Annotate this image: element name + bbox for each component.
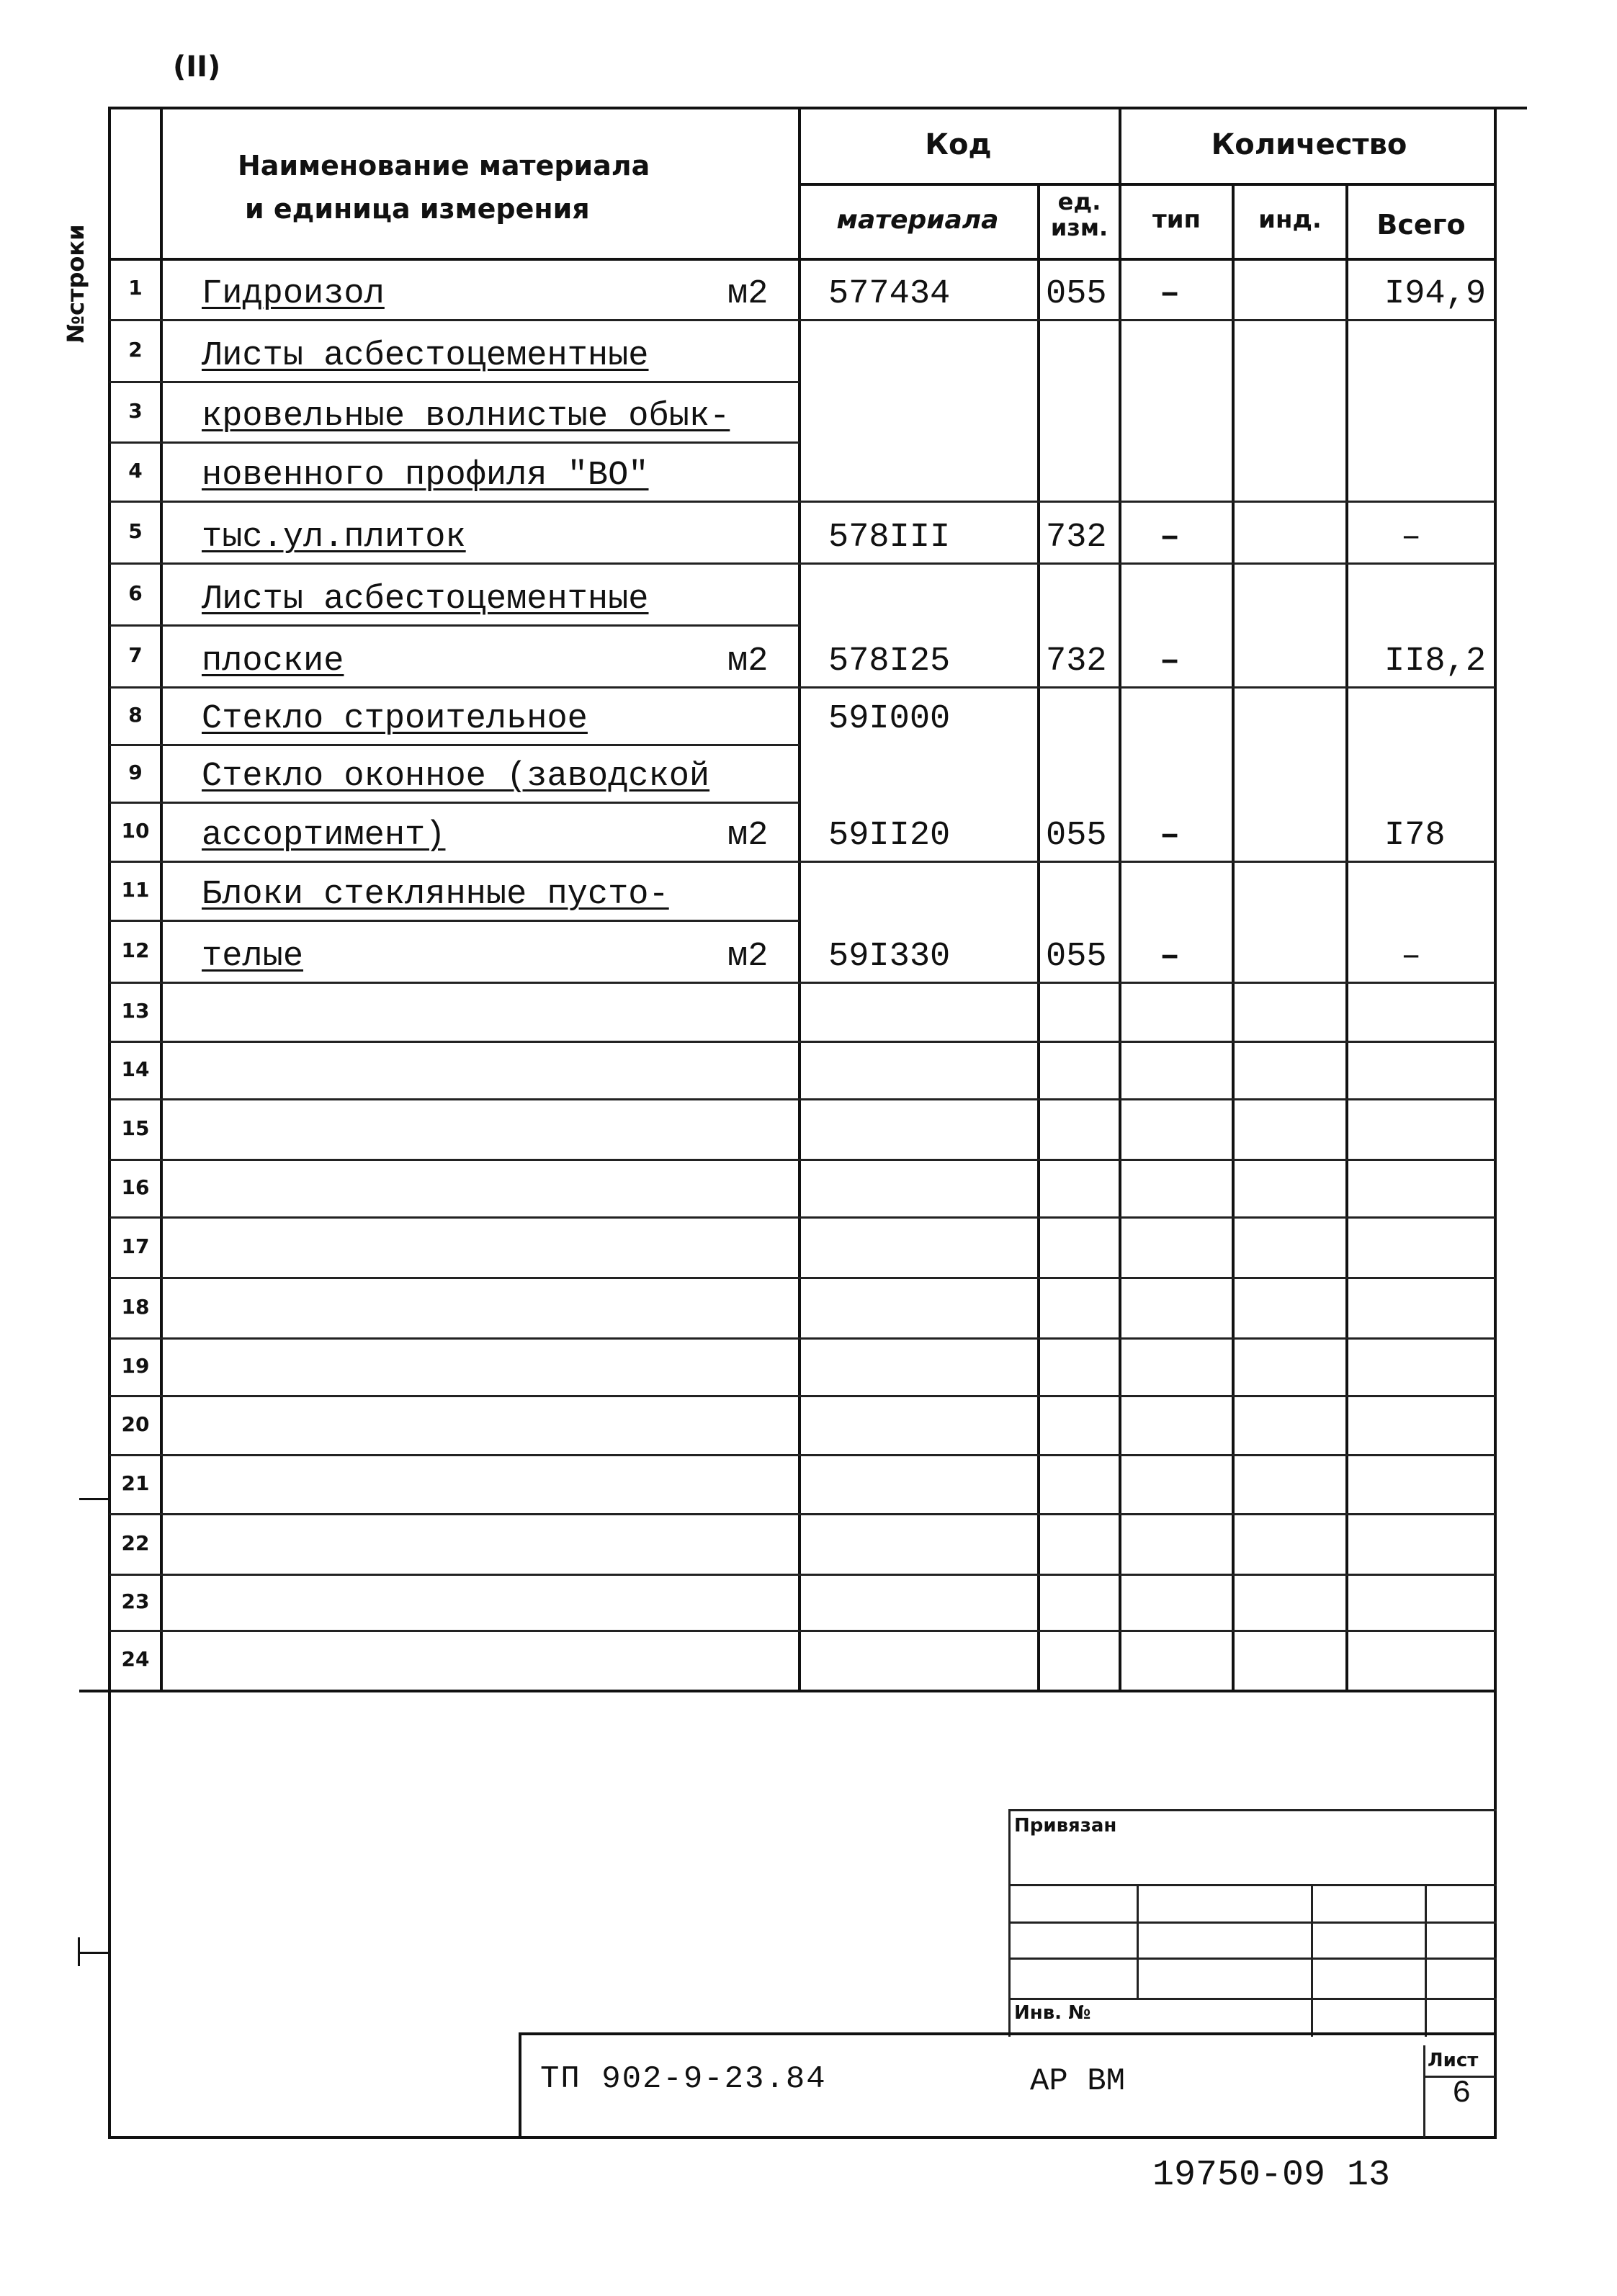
row-line-num [109,624,161,627]
row-line-num [109,982,161,984]
qty-total: I78 [1384,817,1446,855]
stamp-line-3 [1008,1921,1497,1924]
title-block-top [519,2032,1497,2035]
row-number: 7 [128,643,143,667]
row-number: 4 [128,459,143,483]
col-line-ind [1345,183,1348,1691]
row-number: 11 [121,878,150,902]
material-code: 578III [828,519,951,557]
row-line-data [799,1277,1495,1279]
row-line-num [109,861,161,863]
table-bottom-line [79,1690,1497,1692]
material-name: кровельные волнистые обык- [202,398,730,436]
unit-code: 732 [1046,642,1107,681]
qty-ind-header: инд. [1258,205,1322,234]
unit-of-measure: м2 [727,817,769,855]
row-line-num [109,1574,161,1576]
qty-total: – [1401,519,1422,557]
header-bottom-line [108,258,1497,261]
qty-total: I94,9 [1384,275,1487,313]
row-line-name [161,441,799,444]
row-line-data [799,1454,1495,1456]
row-number: 17 [121,1234,150,1258]
row-number: 18 [121,1295,150,1319]
unit-code: 055 [1046,817,1107,855]
row-line-name [161,982,799,984]
row-line-data [799,686,1495,689]
row-number: 19 [121,1354,150,1378]
material-name: Стекло оконное (заводской [202,758,710,796]
qty-total: II8,2 [1384,642,1487,681]
sheet-number: 6 [1452,2076,1472,2112]
material-name: Листы асбестоцементные [202,580,649,619]
material-name: Гидроизол [202,275,385,313]
row-line-data [799,1041,1495,1043]
qty-group-header: Количество [1211,128,1407,161]
qty-type: – [1160,938,1181,976]
row-line-name [161,381,799,383]
row-number: 12 [121,938,150,962]
row-line-name [161,1395,799,1397]
row-number: 24 [121,1647,150,1671]
row-line-data [799,1337,1495,1340]
row-line-data [799,1630,1495,1632]
unit-code: 055 [1046,938,1107,976]
row-line-name [161,624,799,627]
row-line-num [109,501,161,503]
unit-header-line-1: ед. [1057,188,1101,215]
row-number: 13 [121,999,150,1023]
row-line-data [799,1216,1495,1219]
row-line-name [161,501,799,503]
row-line-data [799,1574,1495,1576]
row-line-name [161,1277,799,1279]
title-block-left [519,2032,521,2138]
row-line-data [799,562,1495,565]
row-number: 22 [121,1531,150,1555]
material-code: 59I000 [828,700,951,738]
row-line-num [109,381,161,383]
row-line-name [161,562,799,565]
material-code: 59II20 [828,817,951,855]
row-line-num [109,1159,161,1161]
material-name: Листы асбестоцементные [202,337,649,375]
material-name: ассортимент) [202,817,446,855]
col-line-code [1037,183,1040,1691]
sheet-box-left [1423,2045,1425,2138]
margin-tick-1 [79,1498,109,1500]
sheet-label: Лист [1428,2050,1479,2071]
footer-number: 19750-09 13 [1152,2155,1391,2196]
row-line-num [109,441,161,444]
unit-code: 732 [1046,519,1107,557]
stamp-col-3 [1425,1884,1427,2037]
qty-total: – [1401,938,1422,976]
unit-of-measure: м2 [727,938,769,976]
material-code: 577434 [828,275,951,313]
stamp-line-5 [1008,1998,1497,2000]
qty-type: – [1160,275,1181,313]
row-number: 1 [128,276,143,300]
row-line-num [109,920,161,922]
inventory-number-label: Инв. № [1014,2002,1091,2024]
row-line-name [161,744,799,746]
row-line-num [109,802,161,804]
row-line-name [161,686,799,689]
row-number: 3 [128,399,143,423]
row-line-name [161,1630,799,1632]
col-line-name [798,107,801,1691]
unit-of-measure: м2 [727,275,769,313]
qty-type: – [1160,817,1181,855]
code-group-header: Код [925,128,992,161]
row-line-num [109,1513,161,1515]
row-number-header: №строки [62,224,89,344]
row-line-name [161,1159,799,1161]
row-line-name [161,920,799,922]
section-code: АР ВМ [1030,2063,1126,2099]
col-line-unit [1119,107,1121,1691]
material-name: Стекло строительное [202,700,588,738]
material-name: телые [202,938,304,976]
code-material-header: материала [836,205,999,235]
stamp-line-4 [1008,1958,1497,1960]
row-line-name [161,802,799,804]
row-line-name [161,319,799,321]
row-line-name [161,1098,799,1100]
name-header-line-2: и единица измерения [245,193,590,225]
row-line-data [799,501,1495,503]
row-line-data [799,861,1495,863]
row-line-name [161,1337,799,1340]
material-name: Блоки стеклянные пусто- [202,876,669,914]
name-column-header [238,144,706,230]
row-line-num [109,1395,161,1397]
row-number: 2 [128,338,143,362]
unit-of-measure: м2 [727,642,769,681]
row-line-data [799,982,1495,984]
row-line-data [799,319,1495,321]
stamp-line-2 [1008,1884,1497,1886]
stamp-col-2 [1311,1884,1313,2037]
qty-total-header: Всего [1376,209,1466,241]
row-line-num [109,562,161,565]
row-number: 15 [121,1116,150,1140]
row-number: 21 [121,1471,150,1495]
page-marker: (II) [173,50,221,84]
row-line-num [109,1098,161,1100]
row-number: 9 [128,761,143,784]
row-number: 10 [121,819,150,843]
unit-header-line-2: изм. [1050,214,1108,241]
code-unit-header [1040,189,1119,241]
row-line-name [161,1454,799,1456]
material-code: 59I330 [828,938,951,976]
header-mid-line [798,183,1497,186]
row-number: 8 [128,703,143,727]
row-line-data [799,1159,1495,1161]
row-line-num [109,1454,161,1456]
row-line-name [161,1041,799,1043]
unit-code: 055 [1046,275,1107,313]
row-line-num [109,686,161,689]
qty-type-header: тип [1152,205,1201,234]
row-number: 20 [121,1412,150,1436]
row-line-num [109,1337,161,1340]
qty-type: – [1160,642,1181,681]
frame-right [1494,107,1497,2139]
qty-type: – [1160,519,1181,557]
row-number: 23 [121,1589,150,1613]
margin-tick-3 [79,1952,109,1954]
row-line-num [109,1216,161,1219]
material-code: 578I25 [828,642,951,681]
name-header-line-1: Наименование материала [238,150,650,181]
document-code: ТП 902-9-23.84 [540,2061,827,2097]
stamp-top-line [1008,1809,1497,1811]
row-line-name [161,1216,799,1219]
row-line-name [161,1513,799,1515]
row-line-num [109,1041,161,1043]
row-line-num [109,319,161,321]
row-line-num [109,744,161,746]
col-line-type [1232,183,1235,1691]
privyazan-label: Привязан [1014,1815,1117,1837]
row-line-name [161,1574,799,1576]
frame-bottom [108,2136,1497,2139]
row-number: 16 [121,1175,150,1199]
material-name: новенного профиля "ВО" [202,457,649,495]
row-line-data [799,1395,1495,1397]
row-line-data [799,1098,1495,1100]
row-line-num [109,1277,161,1279]
row-line-num [109,1630,161,1632]
row-number: 5 [128,519,143,543]
frame-top [108,107,1527,109]
material-name: тыс.ул.плиток [202,519,466,557]
row-line-name [161,861,799,863]
row-line-data [799,1513,1495,1515]
stamp-col-1 [1137,1884,1139,1998]
row-number: 6 [128,581,143,605]
row-number: 14 [121,1057,150,1081]
material-name: плоские [202,642,344,681]
